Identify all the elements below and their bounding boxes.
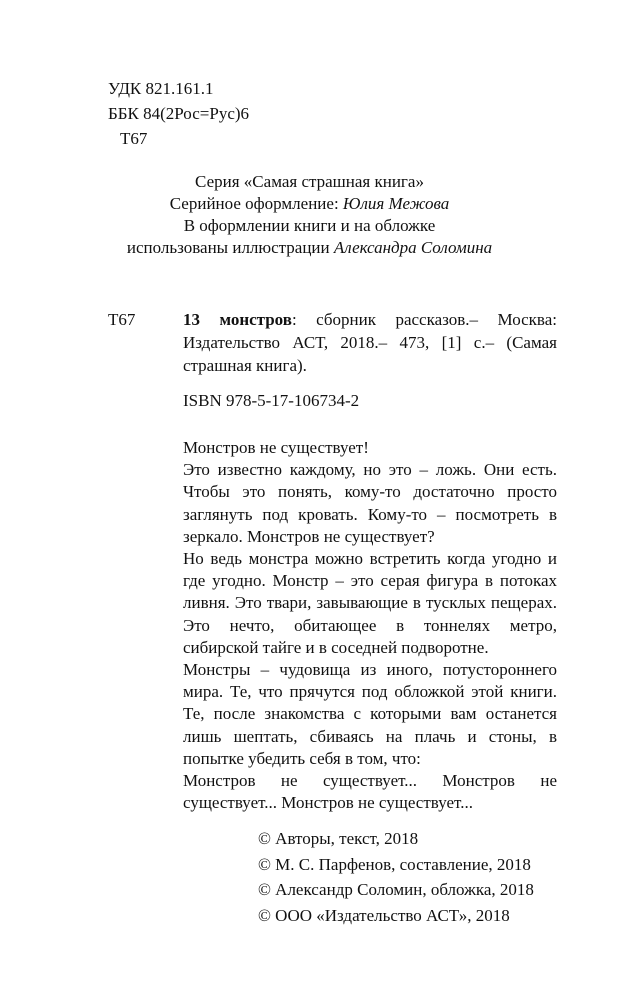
annotation-paragraph: Монстров не существует... Монстров не существует... Монстров не существует...	[183, 771, 557, 813]
isbn: ISBN 978-5-17-106734-2	[183, 391, 360, 410]
cover-note: В оформлении книги и на обложке	[183, 216, 436, 235]
classification-codes	[108, 76, 249, 151]
record-details: : сборник рассказов.– Москва: Издательство АСТ, 2018.– 473, [1] с.– (Самая страшная книга).	[183, 310, 557, 375]
book-title: 13 монстров	[183, 310, 292, 329]
catalog-code: Т67	[108, 310, 136, 329]
copyright-line: © Авторы, текст, 2018	[258, 829, 419, 848]
udk-code: УДК 821.161.1	[108, 79, 214, 98]
annotation-paragraph: Монстров не существует!	[183, 438, 369, 457]
copyright-line: © Александр Соломин, обложка, 2018	[258, 880, 534, 899]
annotation-paragraph: Это известно каждому, но это – ложь. Они есть. Чтобы это понять, кому-то достаточно просто заглянуть под кровать. Кому-то – посмотреть в зеркало. Монстров не существует?	[183, 460, 557, 546]
series-title: Серия «Самая страшная книга»	[195, 172, 424, 191]
illustration-credit	[0, 237, 619, 259]
series-info	[0, 171, 619, 259]
design-label: Серийное оформление:	[169, 194, 343, 213]
author-mark: Т67	[120, 129, 148, 148]
copyright-block	[258, 826, 534, 928]
series-design	[0, 193, 619, 215]
copyright-line: © М. С. Парфенов, составление, 2018	[258, 854, 531, 874]
annotation-paragraph: Но ведь монстра можно встретить когда угодно и где угодно. Монстр – это серая фигура в потоках ливня. Это твари, завывающие в тусклых пещерах. Это нечто, обитающее в тоннелях метро, сибирской тайге и в соседней подворотне.	[183, 549, 557, 657]
illus-label: использованы иллюстрации	[126, 238, 334, 257]
annotation	[183, 437, 557, 814]
copyright-line: © ООО «Издательство АСТ», 2018	[258, 905, 510, 925]
design-name: Юлия Межова	[342, 194, 450, 213]
illus-name: Александра Соломина	[333, 238, 493, 257]
bibliographic-record	[183, 308, 557, 377]
annotation-paragraph: Монстры – чудовища из иного, потустороннего мира. Те, что прячутся под обложкой этой книги. Те, после знакомства с которыми вам останется лишь шептать, сбиваясь на плачь и стоны, в попытке убедить себя в том, что:	[183, 660, 557, 768]
bbk-code: ББК 84(2Рос=Рус)6	[108, 104, 250, 123]
